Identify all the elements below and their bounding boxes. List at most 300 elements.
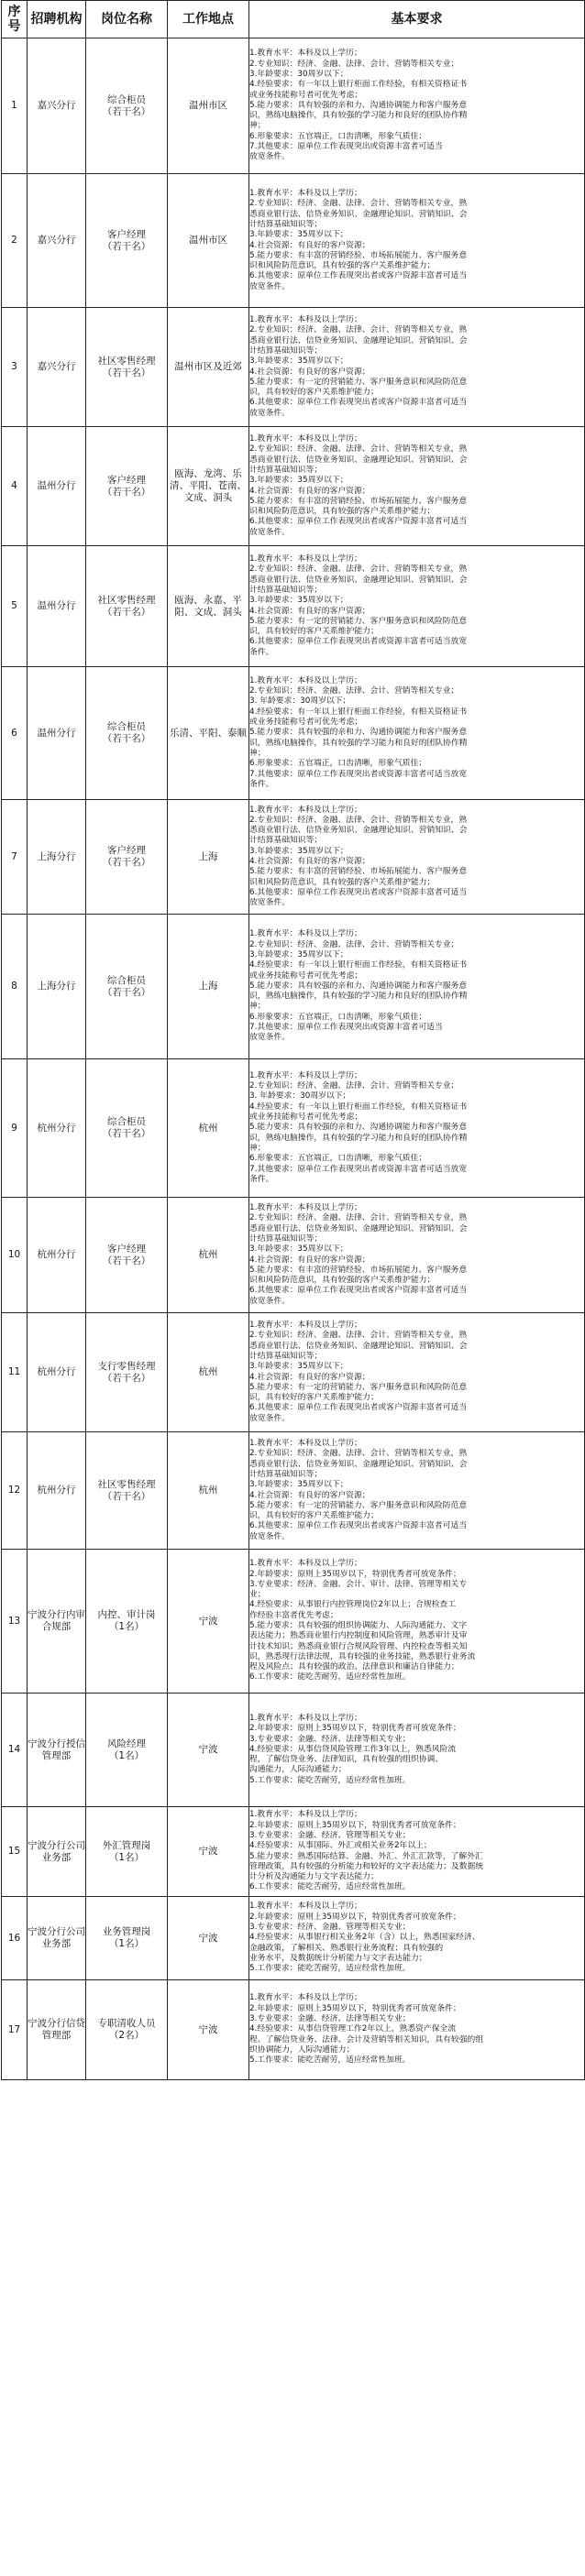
requirement-line: 6.其他要求：原单位工作表现突出者或客户资源丰富者可适当 — [249, 1286, 468, 1296]
requirement-line: 4.社会资源：有良好的客户资源； — [249, 367, 370, 377]
requirement-line: 4.经验要求：有一年以上银行柜面工作经验，有相关资格证书 — [249, 960, 468, 970]
cell-serial-no: 8 — [2, 915, 28, 1059]
requirement-line: 4.经验要求：有一年以上银行柜面工作经验，有相关资格证书 — [249, 80, 468, 90]
cell-serial-no: 10 — [2, 1198, 28, 1313]
cell-position-name — [86, 1432, 168, 1550]
requirement-line: 2.专业知识：经济、金融、法律、会计、营销等相关专业； — [249, 939, 459, 949]
requirement-line: 程及风险点；具有较强的政治、法律意识和廉洁自律能力； — [249, 1662, 459, 1672]
requirement-line: 3.专业要求：经济、金融、会计、审计、法律、管理等相关专 — [249, 1579, 468, 1589]
requirement-line: 神； — [249, 748, 266, 758]
cell-basic-requirements — [249, 1694, 585, 1807]
requirement-line: 3.年龄要求：35周岁以下； — [249, 476, 348, 486]
requirement-line: 6.工作要求：能吃苦耐劳，适应经常性加班。 — [249, 1672, 411, 1683]
cell-work-location: 宁波 — [168, 1897, 249, 1980]
requirement-line: 5.工作要求：能吃苦耐劳，适应经常性加班。 — [249, 1775, 411, 1785]
cell-position-name — [86, 308, 168, 427]
cell-recruiting-org: 温州分行 — [28, 667, 86, 800]
requirement-line: 识，具有较好的客户关系维护能力； — [249, 627, 379, 637]
cell-work-location: 杭州 — [168, 1198, 249, 1313]
cell-recruiting-org: 上海分行 — [28, 800, 86, 915]
cell-position-name — [86, 1313, 168, 1432]
requirement-line: 2.专业知识：经济、金融、法律、会计、营销等相关专业； — [249, 59, 459, 69]
cell-position-name — [86, 1694, 168, 1807]
requirement-line: 悉商业银行法、信贷业务知识、金融理论知识、营销知识、会 — [249, 209, 468, 219]
requirement-line: 1.教育水平：本科及以上学历； — [249, 434, 362, 444]
cell-serial-no: 12 — [2, 1432, 28, 1550]
requirement-line: 计技术知识；熟悉商业银行合规风险管理、内控检查等相关知 — [249, 1641, 468, 1651]
requirement-line: 7.其他要求：原单位工作表现突出或资源丰富者可适当 — [249, 1023, 443, 1033]
position-name-line: 综合柜员 — [107, 93, 146, 105]
requirement-line: 放宽条件。 — [249, 1531, 290, 1541]
requirement-line: 程、了解信贷业务、法律、会计及营销等相关知识，具有较强的组 — [249, 2034, 484, 2044]
position-name-line: （若干名） — [102, 1128, 151, 1139]
requirement-line: 1.教育水平：本科及以上学历； — [249, 675, 362, 685]
requirement-line: 1.教育水平：本科及以上学历； — [249, 1559, 362, 1569]
requirement-line: 5.能力要求：具有较强的亲和力、沟通协调能力和客户服务意 — [249, 981, 468, 991]
requirement-line: 4.经验要求：有一年以上银行柜面工作经验，有相关资格证书 — [249, 1102, 468, 1112]
requirement-line: 3.专业要求：金融、经济、法律等相关专业； — [249, 2014, 411, 2024]
position-name-line: 专职清收人员 — [97, 2018, 156, 2029]
requirement-line: 识，熟悉现行法律法规，具有较强的业务技能，熟悉银行业务流 — [249, 1651, 476, 1661]
header-recruiting-org: 招聘机构 — [28, 1, 86, 38]
cell-basic-requirements — [249, 427, 585, 546]
requirement-line: 计结算基础知识等； — [249, 1351, 323, 1361]
requirement-line: 6.其他要求：原单位工作表现突出者或客户资源丰富者可适当 — [249, 398, 468, 408]
cell-basic-requirements — [249, 1313, 585, 1432]
requirement-line: 3.年龄要求：35周岁以下； — [249, 596, 348, 606]
table-header-row — [2, 1, 585, 38]
cell-position-name — [86, 427, 168, 546]
requirement-line: 7.其他要求：原单位工作表现突出或资源丰富者可适当 — [249, 142, 443, 152]
requirement-line: 2.年龄要求：原则上35周岁以下，特别优秀者可放宽条件； — [249, 1912, 461, 1922]
cell-work-location: 瓯海、龙湾、乐清、平阳、苍南、文成、洞头 — [168, 427, 249, 546]
requirement-line: 2.专业知识：经济、金融、法律、会计、营销等相关专业，熟 — [249, 1213, 468, 1223]
requirement-line: 识，熟练电脑操作，具有较强的学习能力和良好的团队协作精 — [249, 738, 468, 748]
requirement-line: 3.年龄要求：35周岁以下； — [249, 949, 348, 959]
cell-serial-no: 11 — [2, 1313, 28, 1432]
requirement-line: 5.能力要求：具有较强的亲和力、沟通协调能力和客户服务意 — [249, 1123, 468, 1133]
requirement-line: 4.经验要求：从事国际、外汇或相关业务2年以上； — [249, 1841, 432, 1851]
requirement-line: 4.经验要求：有一年以上银行柜面工作经验，有相关资格证书 — [249, 707, 468, 717]
position-name-line: （若干名） — [102, 986, 151, 998]
cell-serial-no: 7 — [2, 800, 28, 915]
position-name-line: 外汇管理岗 — [102, 1839, 151, 1851]
cell-serial-no: 9 — [2, 1059, 28, 1198]
requirement-line: 2.年龄要求：原则上35周岁以下，特别优秀者可放宽条件； — [249, 2003, 461, 2013]
requirement-line: 1.教育水平：本科及以上学历； — [249, 315, 362, 325]
cell-position-name — [86, 1897, 168, 1980]
cell-basic-requirements — [249, 1198, 585, 1313]
cell-work-location: 上海 — [168, 915, 249, 1059]
requirement-line: 5.能力要求：有丰富的营销经验、市场拓展能力、客户服务意 — [249, 1265, 468, 1275]
cell-work-location: 宁波 — [168, 1550, 249, 1694]
cell-work-location: 杭州 — [168, 1432, 249, 1550]
requirement-line: 计结算基础知识等； — [249, 465, 323, 475]
position-name-line: 社区零售经理 — [97, 594, 156, 606]
table-row — [2, 1313, 585, 1432]
position-name-line: （1名） — [108, 1938, 145, 1949]
cell-basic-requirements — [249, 308, 585, 427]
table-row — [2, 38, 585, 174]
requirement-line: 4.社会资源：有良好的客户资源； — [249, 1490, 370, 1500]
requirement-line: 5.能力要求：有一定的营销能力、客户服务意识和风险防范意 — [249, 377, 468, 387]
cell-recruiting-org: 宁波分行内审合规部 — [28, 1550, 86, 1694]
requirement-line: 4.社会资源：有良好的客户资源； — [249, 1372, 370, 1382]
requirement-line: 悉商业银行法、信贷业务知识、金融理论知识、营销知识、会 — [249, 1223, 468, 1233]
position-name-line: 内控、审计岗 — [97, 1609, 156, 1620]
requirement-line: 2.年龄要求：原则上35周岁以下，特别优秀者可放宽条件； — [249, 1820, 461, 1830]
requirement-line: 放宽条件。 — [249, 281, 290, 291]
cell-basic-requirements — [249, 800, 585, 915]
position-name-line: （1名） — [108, 1621, 145, 1632]
cell-work-location: 宁波 — [168, 1980, 249, 2080]
requirement-line: 作经验丰富者优先考虑； — [249, 1610, 338, 1620]
requirement-line: 7.其他要求：原单位工作表现突出者或资源丰富者可适当放宽 — [249, 1164, 468, 1174]
requirement-line: 1.教育水平：本科及以上学历； — [249, 1321, 362, 1331]
header-work-location: 工作地点 — [168, 1, 249, 38]
requirement-line: 5.能力要求：具有较强的组织协调能力、人际沟通能力、文字 — [249, 1621, 468, 1630]
requirement-line: 识，熟练电脑操作，具有较强的学习能力和良好的团队协作精 — [249, 111, 468, 121]
requirement-line: 6.形象要求：五官端正，口齿清晰，形象气质佳； — [249, 1154, 427, 1164]
requirement-line: 4.社会资源：有良好的客户资源； — [249, 1255, 370, 1265]
cell-serial-no: 1 — [2, 38, 28, 174]
table-row — [2, 915, 585, 1059]
cell-recruiting-org: 杭州分行 — [28, 1059, 86, 1198]
position-name-line: 客户经理 — [107, 474, 146, 486]
requirement-line: 或业务技能称号者可优先考虑； — [249, 90, 363, 100]
cell-basic-requirements — [249, 1059, 585, 1198]
requirement-line: 悉商业银行法、信贷业务知识、金融理论知识、营销知识、会 — [249, 575, 468, 585]
requirement-line: 5.能力要求：具有较强的亲和力、沟通协调能力和客户服务意 — [249, 728, 468, 738]
requirement-line: 1.教育水平：本科及以上学历； — [249, 1713, 362, 1723]
requirement-line: 6.其他要求：原单位工作表现突出者或资源丰富者可适当放宽 — [249, 637, 468, 647]
cell-serial-no: 14 — [2, 1694, 28, 1807]
requirement-line: 1.教育水平：本科及以上学历； — [249, 929, 362, 939]
cell-basic-requirements — [249, 1807, 585, 1897]
requirement-line: 识，具有较好的客户关系维护能力； — [249, 1393, 379, 1403]
position-name-line: （若干名） — [102, 105, 151, 117]
requirement-line: 业； — [249, 1590, 266, 1600]
cell-recruiting-org: 嘉兴分行 — [28, 174, 86, 308]
requirement-line: 6.其他要求：原单位工作表现突出者或客户资源丰富者可适当 — [249, 887, 468, 897]
cell-position-name — [86, 1198, 168, 1313]
requirement-line: 放宽条件。 — [249, 408, 290, 418]
requirement-line: 计结算基础知识等； — [249, 585, 323, 595]
table-body — [2, 38, 585, 2080]
cell-basic-requirements — [249, 1897, 585, 1980]
requirement-line: 6.形象要求：五官端正，口齿清晰，形象气质佳； — [249, 759, 427, 769]
requirement-line: 4.社会资源：有良好的客户资源； — [249, 486, 370, 496]
position-name-line: （若干名） — [102, 733, 151, 744]
requirement-line: 识和风险防范意识，具有较强的客户关系维护能力； — [249, 877, 436, 887]
requirement-line: 2.专业知识：经济、金融、法律、会计、营销等相关专业，熟 — [249, 815, 468, 825]
table-row — [2, 1198, 585, 1313]
table-row — [2, 1432, 585, 1550]
cell-serial-no: 3 — [2, 308, 28, 427]
cell-basic-requirements — [249, 174, 585, 308]
header-position-name: 岗位名称 — [86, 1, 168, 38]
cell-basic-requirements — [249, 915, 585, 1059]
requirement-line: 放宽条件。 — [249, 527, 290, 537]
position-name-line: （1名） — [108, 1749, 145, 1761]
requirement-line: 或业务技能称号者可优先考虑； — [249, 970, 363, 981]
requirement-line: 放宽条件。 — [249, 1033, 290, 1043]
cell-position-name — [86, 38, 168, 174]
requirement-line: 3. 年龄要求：30周岁以下； — [249, 696, 351, 707]
requirement-line: 5.工作要求：能吃苦耐劳，适应经常性加班。 — [249, 2055, 411, 2066]
requirement-line: 3.年龄要求：35周岁以下； — [249, 230, 348, 240]
table-row — [2, 546, 585, 667]
requirement-line: 计结算基础知识等； — [249, 1469, 323, 1479]
requirement-line: 4.经验要求：从事信贷管理工作2年以上，熟悉资产保全流 — [249, 2024, 457, 2034]
requirement-line: 5.能力要求：有丰富的营销经验、市场拓展能力、客户服务意 — [249, 496, 468, 506]
position-name-line: 客户经理 — [107, 228, 146, 240]
cell-work-location: 瓯海、永嘉、平阳、文成、洞头 — [168, 546, 249, 667]
cell-position-name — [86, 667, 168, 800]
requirement-line: 识和风险防范意识，具有较强的客户关系维护能力； — [249, 1276, 436, 1286]
requirement-line: 识，熟练电脑操作，具有较强的学习能力和良好的团队协作精 — [249, 1133, 468, 1143]
cell-work-location: 温州市区 — [168, 174, 249, 308]
requirement-line: 3.年龄要求：35周岁以下； — [249, 846, 348, 856]
cell-serial-no: 16 — [2, 1897, 28, 1980]
cell-work-location: 乐清、平阳、泰顺 — [168, 667, 249, 800]
requirement-line: 4.经验要求：从事信贷风险管理工作3年以上，熟悉风险流 — [249, 1744, 457, 1754]
requirement-line: 3.年龄要求：35周岁以下； — [249, 1244, 348, 1255]
table-row — [2, 1980, 585, 2080]
requirement-line: 识，具有较好的客户关系维护能力； — [249, 388, 379, 398]
requirement-line: 神； — [249, 121, 266, 131]
requirement-line: 2.专业知识：经济、金融、法律、会计、营销等相关专业，熟 — [249, 565, 468, 575]
cell-position-name — [86, 1059, 168, 1198]
cell-work-location: 宁波 — [168, 1694, 249, 1807]
cell-position-name — [86, 1550, 168, 1694]
cell-recruiting-org: 嘉兴分行 — [28, 38, 86, 174]
requirement-line: 计分析及沟通能力与文字表达能力； — [249, 1872, 379, 1882]
requirement-line: 业务水平，及数据统计分析能力与文字表达能力； — [249, 1953, 427, 1963]
requirement-line: 1.教育水平：本科及以上学历； — [249, 1902, 362, 1912]
position-name-line: （若干名） — [102, 1255, 151, 1266]
cell-work-location: 宁波 — [168, 1807, 249, 1897]
requirement-line: 5.能力要求：有丰富的营销经验、市场拓展能力、客户服务意 — [249, 867, 468, 877]
requirement-line: 神； — [249, 1143, 266, 1153]
requirement-line: 6.其他要求：原单位工作表现突出者或客户资源丰富者可适当 — [249, 517, 468, 527]
position-name-line: （若干名） — [102, 1490, 151, 1502]
requirement-line: 计结算基础知识等； — [249, 1233, 323, 1244]
cell-recruiting-org: 温州分行 — [28, 546, 86, 667]
requirement-line: 放宽条件。 — [249, 1296, 290, 1306]
position-name-line: （若干名） — [102, 606, 151, 618]
position-name-line: 业务管理岗 — [102, 1926, 151, 1937]
requirement-line: 3.年龄要求：35周岁以下； — [249, 1480, 348, 1490]
cell-recruiting-org: 杭州分行 — [28, 1198, 86, 1313]
position-name-line: （1名） — [108, 1851, 145, 1863]
position-name-line: 综合柜员 — [107, 1116, 146, 1127]
requirement-line: 或业务技能称号者可优先考虑； — [249, 718, 363, 728]
position-name-line: （若干名） — [102, 857, 151, 868]
position-name-line: 风险经理 — [107, 1737, 146, 1749]
requirement-line: 1.教育水平：本科及以上学历； — [249, 1439, 362, 1449]
requirement-line: 6.工作要求：能吃苦耐劳，适应经常性加班。 — [249, 1882, 411, 1892]
requirement-line: 5.能力要求：有丰富的营销经验、市场拓展能力、客户服务意 — [249, 250, 468, 260]
requirement-line: 1.教育水平：本科及以上学历； — [249, 554, 362, 565]
cell-serial-no: 15 — [2, 1807, 28, 1897]
cell-basic-requirements — [249, 1550, 585, 1694]
cell-position-name — [86, 1807, 168, 1897]
cell-work-location: 温州市区及近郊 — [168, 308, 249, 427]
cell-recruiting-org: 宁波分行公司业务部 — [28, 1897, 86, 1980]
requirement-line: 1.教育水平：本科及以上学历； — [249, 1993, 362, 2003]
requirement-line: 计结算基础知识等； — [249, 345, 323, 356]
requirement-line: 5.能力要求：熟悉国际结算、金融、外汇、外汇汇款等，了解外汇 — [249, 1851, 483, 1861]
requirement-line: 5.能力要求：具有较强的亲和力、沟通协调能力和客户服务意 — [249, 100, 468, 110]
requirement-line: 4.社会资源：有良好的客户资源； — [249, 857, 370, 866]
position-name-line: 支行零售经理 — [97, 1360, 156, 1372]
requirement-line: 1.教育水平：本科及以上学历； — [249, 1810, 362, 1820]
cell-recruiting-org: 宁波分行公司业务部 — [28, 1807, 86, 1897]
requirement-line: 1.教育水平：本科及以上学历； — [249, 1070, 362, 1080]
requirement-line: 6.形象要求：五官端正，口齿清晰，形象气质佳； — [249, 1012, 427, 1022]
cell-recruiting-org: 宁波分行信贷管理部 — [28, 1980, 86, 2080]
requirement-line: 5.能力要求：有一定的营销能力、客户服务意识和风险防范意 — [249, 1500, 468, 1510]
requirement-line: 1.教育水平：本科及以上学历； — [249, 49, 362, 59]
requirement-line: 识，具有较好的客户关系维护能力； — [249, 1511, 379, 1521]
requirement-line: 3.年龄要求：30周岁以下； — [249, 69, 348, 79]
cell-work-location: 杭州 — [168, 1059, 249, 1198]
requirement-line: 3.专业要求：金融、经济、法律等相关专业； — [249, 1734, 411, 1744]
requirement-line: 悉商业银行法、信贷业务知识、金融理论知识、营销知识、会 — [249, 455, 468, 465]
requirement-line: 6.其他要求：原单位工作表现突出者或客户资源丰富者可适当 — [249, 1403, 468, 1413]
position-name-line: 社区零售经理 — [97, 355, 156, 367]
cell-serial-no: 4 — [2, 427, 28, 546]
requirement-line: 织协调能力，人际沟通能力； — [249, 2044, 355, 2055]
requirement-line: 2.专业知识：经济、金融、法律、会计、营销等相关专业，熟 — [249, 199, 468, 209]
cell-serial-no: 13 — [2, 1550, 28, 1694]
requirement-line: 2.专业知识：经济、金融、法律、会计、营销等相关专业，熟 — [249, 444, 468, 455]
table-row — [2, 1059, 585, 1198]
requirement-line: 2.年龄要求：原则上35周岁以下，特别优秀者可放宽条件； — [249, 1569, 461, 1579]
position-name-line: 客户经理 — [107, 1243, 146, 1255]
requirement-line: 沟通能力，人际沟通能力； — [249, 1765, 347, 1775]
cell-basic-requirements — [249, 1980, 585, 2080]
position-name-line: （2名） — [108, 2030, 145, 2041]
table-row — [2, 800, 585, 915]
table-row — [2, 308, 585, 427]
table-row — [2, 1807, 585, 1897]
requirement-line: 悉商业银行法、信贷业务知识、金融理论知识、营销知识、会 — [249, 826, 468, 836]
cell-serial-no: 17 — [2, 1980, 28, 2080]
requirement-line: 5.能力要求：有一定的营销能力、客户服务意识和风险防范意 — [249, 1382, 468, 1392]
cell-work-location: 杭州 — [168, 1313, 249, 1432]
requirement-line: 程，了解信贷业务、法律知识，具有较强的组织协调、 — [249, 1755, 444, 1765]
cell-recruiting-org: 杭州分行 — [28, 1313, 86, 1432]
header-basic-requirements: 基本要求 — [249, 1, 585, 38]
cell-serial-no: 6 — [2, 667, 28, 800]
requirement-line: 4.社会资源：有良好的客户资源； — [249, 240, 370, 250]
requirement-line: 3.专业要求：经济、金融、管理等相关专业； — [249, 1923, 411, 1933]
requirement-line: 悉商业银行法、信贷业务知识、金融理论知识、营销知识、会 — [249, 335, 468, 345]
requirement-line: 识，熟练电脑操作，具有较强的学习能力和良好的团队协作精 — [249, 992, 468, 1002]
position-name-line: 综合柜员 — [107, 721, 146, 732]
requirement-line: 2.年龄要求：原则上35周岁以下，特别优秀者可放宽条件； — [249, 1724, 461, 1734]
table-row — [2, 1550, 585, 1694]
position-name-line: （若干名） — [102, 486, 151, 498]
cell-position-name — [86, 546, 168, 667]
requirement-line: 条件。 — [249, 779, 274, 789]
requirement-line: 2.专业知识：经济、金融、法律、会计、营销等相关专业，熟 — [249, 325, 468, 335]
cell-basic-requirements — [249, 38, 585, 174]
requirement-line: 2.专业知识：经济、金融、法律、会计、营销等相关专业，熟 — [249, 1331, 468, 1341]
requirement-line: 或业务技能称号者可优先考虑； — [249, 1113, 363, 1123]
requirement-line: 识和风险防范意识，具有较强的客户关系维护能力； — [249, 261, 436, 271]
requirement-line: 放宽条件。 — [249, 152, 290, 162]
requirement-line: 悉商业银行法、信贷业务知识、金融理论知识、营销知识、会 — [249, 1341, 468, 1351]
requirement-line: 5.工作要求：能吃苦耐劳，适应经常性加班。 — [249, 1964, 411, 1974]
position-name-line: （若干名） — [102, 240, 151, 252]
requirement-line: 1.教育水平：本科及以上学历； — [249, 805, 362, 815]
requirement-line: 6.形象要求：五官端正，口齿清晰，形象气质佳； — [249, 131, 427, 141]
requirement-line: 5.能力要求：有一定的营销能力、客户服务意识和风险防范意 — [249, 616, 468, 626]
requirement-line: 放宽条件。 — [249, 1413, 290, 1423]
requirement-line: 3.年龄要求：35周岁以下； — [249, 1362, 348, 1372]
requirement-line: 2.专业知识：经济、金融、法律、会计、营销等相关专业； — [249, 1081, 459, 1091]
position-name-line: 社区零售经理 — [97, 1478, 156, 1490]
requirement-line: 计结算基础知识等； — [249, 836, 323, 846]
cell-position-name — [86, 174, 168, 308]
cell-basic-requirements — [249, 546, 585, 667]
requirement-line: 4.经验要求：从事银行内控管理岗位2年以上；合规检查工 — [249, 1600, 457, 1610]
table-row — [2, 427, 585, 546]
requirement-line: 6.其他要求：原单位工作表现突出者或客户资源丰富者可适当 — [249, 271, 468, 281]
cell-serial-no: 5 — [2, 546, 28, 667]
recruitment-table — [1, 0, 585, 2080]
requirement-line: 3.年龄要求：35周岁以下； — [249, 356, 348, 367]
cell-recruiting-org: 宁波分行授信管理部 — [28, 1694, 86, 1807]
requirement-line: 放宽条件。 — [249, 898, 290, 908]
requirement-line: 悉商业银行法、信贷业务知识、金融理论知识、营销知识、会 — [249, 1459, 468, 1469]
cell-work-location: 温州市区 — [168, 38, 249, 174]
requirement-line: 管理政策，具有较强的分析能力和较好的文字表达能力；及数据统 — [249, 1861, 484, 1871]
table-row — [2, 667, 585, 800]
requirement-line: 条件。 — [249, 1174, 274, 1184]
cell-work-location: 上海 — [168, 800, 249, 915]
table-row — [2, 174, 585, 308]
position-name-line: （若干名） — [102, 1372, 151, 1384]
requirement-line: 计结算基础知识等； — [249, 219, 323, 229]
header-serial-no: 序号 — [2, 1, 28, 38]
cell-recruiting-org: 温州分行 — [28, 427, 86, 546]
cell-basic-requirements — [249, 667, 585, 800]
requirement-line: 1.教育水平：本科及以上学历； — [249, 189, 362, 199]
requirement-line: 识和风险防范意识，具有较强的客户关系维护能力； — [249, 507, 436, 517]
requirement-line: 4.经验要求：从事银行相关业务2年（含）以上，熟悉国家经济、 — [249, 1933, 480, 1943]
requirement-line: 3. 年龄要求：30周岁以下； — [249, 1091, 351, 1102]
requirement-line: 表达能力；熟悉商业银行内控制度和风险管理，熟悉审计及审 — [249, 1631, 468, 1641]
cell-recruiting-org: 上海分行 — [28, 915, 86, 1059]
table-row — [2, 1694, 585, 1807]
cell-basic-requirements — [249, 1432, 585, 1550]
cell-position-name — [86, 915, 168, 1059]
requirement-line: 神； — [249, 1002, 266, 1012]
requirement-line: 7.其他要求：原单位工作表现突出者或资源丰富者可适当放宽 — [249, 769, 468, 779]
position-name-line: （若干名） — [102, 367, 151, 378]
requirement-line: 2.专业知识：经济、金融、法律、会计、营销等相关专业，熟 — [249, 1449, 468, 1459]
requirement-line: 2.专业知识：经济、金融、法律、会计、营销等相关专业； — [249, 686, 459, 696]
requirement-line: 金融政策，了解相关、熟悉银行业务流程；具有较强的 — [249, 1943, 444, 1953]
requirement-line: 1.教育水平：本科及以上学历； — [249, 1203, 362, 1213]
requirement-line: 4.社会资源：有良好的客户资源； — [249, 606, 370, 616]
requirement-line: 条件。 — [249, 647, 274, 657]
cell-recruiting-org: 杭州分行 — [28, 1432, 86, 1550]
